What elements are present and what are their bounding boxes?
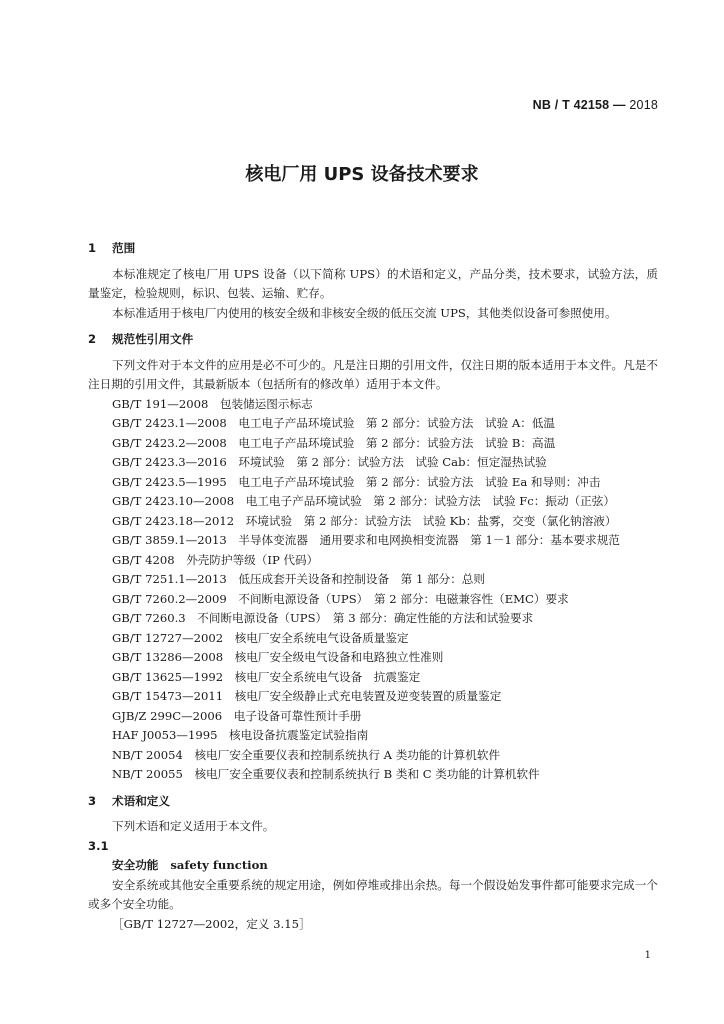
reference-item: HAF J0053—1995 核电设备抗震鉴定试验指南	[112, 728, 369, 742]
reference-item: NB/T 20055 核电厂安全重要仪表和控制系统执行 B 类和 C 类功能的计算机软件	[112, 767, 540, 781]
reference-item: GB/T 2423.18—2012 环境试验 第 2 部分：试验方法 试验 Kb：盐雾，交变（氯化钠溶液）	[112, 513, 617, 528]
document-body	[88, 232, 658, 934]
section-3-heading	[88, 792, 658, 812]
reference-item: GB/T 2423.5—1995 电工电子产品环境试验 第 2 部分：试验方法 试验 Ea 和导则：冲击	[112, 474, 601, 489]
reference-item: GB/T 2423.2—2008 电工电子产品环境试验 第 2 部分：试验方法 试验 B：高温	[112, 435, 556, 450]
term-name-english: safety function	[170, 858, 268, 872]
reference-item: GB/T 2423.3—2016 环境试验 第 2 部分：试验方法 试验 Cab：恒定湿热试验	[112, 455, 547, 469]
standard-dash: —	[609, 98, 630, 112]
term-number: 3.1	[88, 838, 109, 853]
section-2-title: 规范性引用文件	[112, 332, 194, 346]
section-2-number: 2	[88, 332, 97, 346]
section-3-title: 术语和定义	[112, 793, 170, 808]
section-1-heading	[88, 239, 658, 259]
reference-item: GB/T 3859.1—2013 半导体变流器 通用要求和电网换相变流器 第 1－1 部分：基本要求规范	[112, 533, 620, 547]
standard-code	[533, 98, 658, 112]
reference-item: NB/T 20054 核电厂安全重要仪表和控制系统执行 A 类功能的计算机软件	[112, 747, 501, 762]
section-1-paragraph: 本标准适用于核电厂内使用的核安全级和非核安全级的低压交流 UPS，其他类似设备可参照使用。	[112, 305, 617, 320]
reference-item: GB/T 7260.3 不间断电源设备（UPS） 第 3 部分：确定性能的方法和试验要求	[112, 611, 534, 625]
section-1-number: 1	[88, 241, 97, 255]
reference-item: GB/T 12727—2002 核电厂安全系统电气设备质量鉴定	[112, 630, 409, 645]
section-3-intro: 下列术语和定义适用于本文件。	[112, 819, 275, 833]
term-definition: 安全系统或其他安全重要系统的规定用途，例如停堆或排出余热。每一个假设始发事件都可能要求完成一个或多个安全功能。	[88, 877, 658, 911]
reference-item: GB/T 191—2008 包装储运图示标志	[112, 396, 313, 411]
reference-item: GB/T 2423.10—2008 电工电子产品环境试验 第 2 部分：试验方法 试验 Fc：振动（正弦）	[112, 494, 615, 508]
page-number: 1	[644, 950, 651, 961]
term-name	[88, 856, 658, 876]
reference-item: GB/T 4208 外壳防护等级（IP 代码）	[112, 552, 319, 567]
reference-item: GB/T 7251.1—2013 低压成套开关设备和控制设备 第 1 部分：总则	[112, 572, 485, 586]
standard-year: 2018	[629, 98, 658, 112]
term-source: ［GB/T 12727—2002，定义 3.15］	[112, 916, 311, 931]
term-name-chinese: 安全功能	[112, 858, 159, 872]
document-title: 核电厂用 UPS 设备技术要求	[245, 164, 479, 185]
reference-item: GJB/Z 299C—2006 电子设备可靠性预计手册	[112, 708, 362, 723]
section-2-intro: 下列文件对于本文件的应用是必不可少的。凡是注日期的引用文件，仅注日期的版本适用于本文件。凡是不注日期的引用文件，其最新版本（包括所有的修改单）适用于本文件。	[88, 357, 658, 391]
section-2-heading	[88, 330, 658, 350]
standard-number: NB / T 42158	[532, 98, 610, 112]
reference-item: GB/T 15473—2011 核电厂安全级静止式充电装置及逆变装置的质量鉴定	[112, 689, 502, 703]
reference-list	[88, 395, 658, 785]
reference-item: GB/T 13625—1992 核电厂安全系统电气设备 抗震鉴定	[112, 669, 421, 684]
section-1-paragraph: 本标准规定了核电厂用 UPS 设备（以下简称 UPS）的术语和定义，产品分类，技术要求，试验方法，质量鉴定，检验规则，标识、包装、运输、贮存。	[88, 266, 658, 300]
section-3-number: 3	[88, 793, 97, 808]
reference-item: GB/T 7260.2—2009 不间断电源设备（UPS） 第 2 部分：电磁兼容性（EMC）要求	[112, 591, 569, 606]
reference-item: GB/T 2423.1—2008 电工电子产品环境试验 第 2 部分：试验方法 试验 A：低温	[112, 416, 556, 430]
section-1-title: 范围	[112, 241, 136, 255]
reference-item: GB/T 13286—2008 核电厂安全级电气设备和电路独立性准则	[112, 650, 444, 664]
